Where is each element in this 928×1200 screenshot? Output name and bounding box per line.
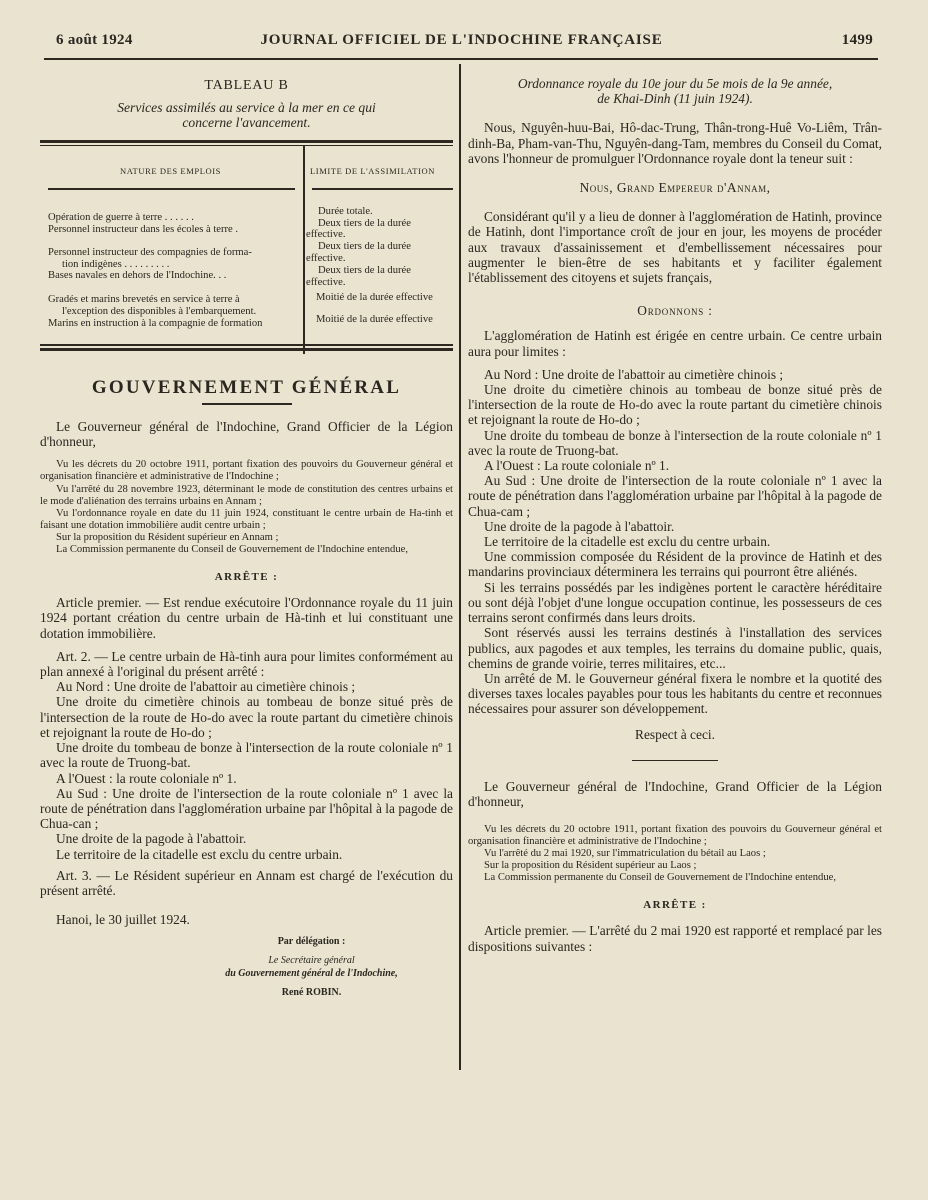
visa-item: La Commission permanente du Conseil de Gouvernement de l'Indochine entendue, [484,872,836,883]
table-row-value: Deux tiers de la durée [318,265,411,277]
header-page-number: 1499 [841,32,873,48]
table-header-limite: LIMITE DE L'ASSIMILATION [310,166,435,177]
erige-paragraph: L'agglomération de Hatinh est érigée en centre urbain. Ce centre urbain aura pour limites : [468,328,882,359]
table-row-value: Moitié de la durée effective [316,292,433,304]
signature-name: René ROBIN. [281,987,342,999]
ordonnons-heading: Ordonnons : [637,303,713,319]
table-header-rule [312,188,453,190]
tableau-subtitle [40,100,453,130]
limit-item: Une droite du tombeau de bonze à l'intersection de la route coloniale nº 1 avec la route de Truong-bat. [468,427,882,458]
article-1-b: Article premier. — L'arrêté du 2 mai 1920 est rapporté et remplacé par les dispositions suivantes : [468,923,882,954]
visa-item: Vu les décrets du 20 octobre 1911, portant fixation des pouvoirs du Gouverneur général et organisation financière et administrative de l'Indochine ; [40,459,453,483]
intro-paragraph: Le Gouverneur général de l'Indochine, Grand Officier de la Légion d'honneur, [40,418,453,450]
intro-paragraph-2: Le Gouverneur général de l'Indochine, Grand Officier de la Légion d'honneur, [468,779,882,810]
limit-item: Si les terrains possédés par les indigènes portent le caractère héréditaire ou sont déjà l'objet d'une longue occupation continue, les possesseurs de ces terrains seront confirmés dans leurs droits. [468,579,882,626]
table-row-label: Personnel instructeur dans les écoles à terre . [48,224,239,236]
heading-rule [202,403,292,405]
limit-item: Au Sud : Une droite de l'intersection de la route coloniale nº 1 avec la route de pénétration dans l'agglomération urbaine par l'hôpital à la pagode de Chua-cam ; [468,473,882,519]
delegation-line: Par délégation : [277,936,346,948]
table-row-label: Bases navales en dehors de l'Indochine. . . [48,270,227,282]
table-row-label: tion indigènes . . . . . . . . . [62,259,170,271]
left-column [40,76,453,999]
ordonnance-limits-list [468,367,882,717]
page-header [50,32,873,52]
article-1: Article premier. — Est rendue exécutoire l'Ordonnance royale du 11 juin 1924 portant création du centre urbain de Hà-tinh et lui constituant une dotation immobilière. [40,595,453,641]
tableau-table [40,140,453,362]
visa-item: Sur la proposition du Résident supérieur en Annam ; [56,531,279,543]
table-row-label: l'exception des disponibles à l'embarquement. [62,306,257,318]
limit-item: Une droite de la pagode à l'abattoir. [56,831,247,847]
header-title: JOURNAL OFFICIEL DE L'INDOCHINE FRANÇAISE [260,32,663,48]
considerant-paragraph: Considérant qu'il y a lieu de donner à l'agglomération de Hatinh, province de Hatinh, dont l'importance croît de jour en jour, les moyens de procéder aux travaux d'assainissement et d'embellissement nécessaires pour augmenter le bien-être de ses habitants et y faciliter également l'établissement des citoyens et sujets français, [468,209,882,286]
limit-item: Une commission composée du Résident de la province de Hatinh et des mandarins provinciaux déterminera les terrains qui pourront être aliénés. [468,549,882,580]
visa-item: Vu les décrets du 20 octobre 1911, portant fixation des pouvoirs du Gouverneur général et organisation financière et administrative de l'Indochine ; [468,823,882,847]
table-row-value: Moitié de la durée effective [316,314,433,326]
limit-item: Au Nord : Une droite de l'abattoir au cimetière chinois ; [484,366,784,382]
tableau-subtitle-line: Services assimilés au service à la mer en ce qui [117,100,376,116]
table-row-label: Personnel instructeur des compagnies de forma- [48,247,252,259]
tableau-subtitle-line: concerne l'avancement. [182,115,311,131]
tableau-title: TABLEAU B [204,78,289,93]
table-row-value: effective. [306,253,346,265]
limit-item: Le territoire de la citadelle est exclu du centre urbain. [56,846,343,862]
table-row-value: Durée totale. [318,206,373,218]
limit-item: Au Sud : Une droite de l'intersection de la route coloniale nº 1 avec la route de pénétration dans l'agglomération urbaine par l'hôpital à la pagode de Chua-can ; [40,785,453,832]
article-2: Art. 2. — Le centre urbain de Hà-tinh aura pour limites conformément au plan annexé à l'original du présent arrêté : [40,648,453,680]
limits-list [40,679,453,861]
signature-role: du Gouvernement général de l'Indochine, [225,968,398,980]
visa-item: Vu l'arrêté du 28 novembre 1923, déterminant le mode de constitution des centres urbains et le mode d'aliénation des terrains urbains en Annam ; [40,483,453,507]
table-header-nature: NATURE DES EMPLOIS [120,166,222,177]
article-3: Art. 3. — Le Résident supérieur en Annam est chargé de l'exécution du présent arrêté. [40,867,453,898]
limit-item: Une droite du cimetière chinois au tombeau de bonze situé près de l'intersection de la route de Ho-do avec la route partant du cimetière chinois et rejoignant la route de Ho-do ; [468,382,882,428]
table-row-label: Marins en instruction à la compagnie de formation [48,318,263,330]
limit-item: Un arrêté de M. le Gouverneur général fixera le nombre et la quotité des diverses taxes locales payables pour tous les habitants du centre et reconnues nécessaires pour assurer son développement. [468,670,882,717]
limit-item: Le territoire de la citadelle est exclu du centre urbain. [484,534,771,550]
table-top-rule [40,140,453,143]
visas-block [40,459,453,556]
table-row-label: Gradés et marins brevetés en service à terre à [48,294,240,306]
table-bottom-rule-thick [40,348,453,351]
table-column-rule [303,146,305,354]
section-rule [632,760,718,762]
ordonnance-title-line: Ordonnance royale du 10e jour du 5e mois de la 9e année, [517,76,833,91]
signature-role: Le Secrétaire général [268,955,355,967]
arrete-heading: ARRÊTE : [214,571,279,584]
signature-block [40,935,453,999]
arrete-heading-2: ARRÊTE : [643,899,707,912]
table-header-rule [48,188,295,190]
visa-item: Vu l'arrêté du 2 mai 1920, sur l'immatriculation du bétail au Laos ; [484,847,766,859]
visa-item: Sur la proposition du Résident supérieur au Laos ; [484,859,697,871]
date-line: Hanoi, le 30 juillet 1924. [56,912,190,928]
section-heading: GOUVERNEMENT GÉNÉRAL [91,377,402,399]
visa-item: Vu l'ordonnance royale en date du 11 juin 1924, constituant le centre urbain de Ha-tinh et faisant une dotation immobilière audit centre urbain ; [40,507,453,531]
limit-item: Au Nord : Une droite de l'abattoir au cimetière chinois ; [56,679,356,695]
limit-item: Une droite de la pagode à l'abattoir. [484,518,675,534]
ordonnance-title [468,76,882,106]
table-row-value: effective. [306,229,346,241]
table-row-value: Deux tiers de la durée [318,218,411,230]
visas-block-2 [468,824,882,884]
ordonnance-title-line: de Khai-Dinh (11 juin 1924). [597,91,753,107]
nous-paragraph: Nous, Nguyên-huu-Bai, Hô-dac-Trung, Thân-trong-Huê Vo-Liêm, Trân-dinh-Ba, Pham-van-Thu, Nguyên-dang-Tam, membres du Conseil du Comat, avons l'honneur de promulguer l'Ordonnance royale dont la teneur suit : [468,120,882,166]
right-column [468,76,882,954]
column-divider [459,64,461,1070]
respect-line: Respect à ceci. [635,726,715,742]
limit-item: Sont réservés aussi les terrains destinés à l'installation des services publics, aux pagodes et aux temples, les terrains du domaine public, quais, chemins de grande voirie, terres militaires, etc... [468,625,882,671]
header-date: 6 août 1924 [56,32,133,48]
limit-item: Une droite du cimetière chinois au tombeau de bonze situé près de l'intersection de la route de Ho-do avec la route partant du cimetière chinois et rejoignant la route de Ho-do ; [40,694,453,740]
table-bottom-rule [40,344,453,346]
table-row-value: Deux tiers de la durée [318,241,411,253]
table-row-label: Opération de guerre à terre . . . . . . [48,212,194,224]
emperor-line: Nous, Grand Empereur d'Annam, [579,180,771,196]
visa-item: La Commission permanente du Conseil de Gouvernement de l'Indochine entendue, [56,543,408,555]
limit-item: Une droite du tombeau de bonze à l'intersection de la route coloniale nº 1 avec la route de Truong-bat. [40,740,453,771]
table-top-rule-thin [40,145,453,146]
table-row-value: effective. [306,277,346,289]
header-rule [44,58,878,60]
limit-item: A l'Ouest : la route coloniale nº 1. [56,770,237,786]
limit-item: A l'Ouest : La route coloniale nº 1. [484,458,670,474]
